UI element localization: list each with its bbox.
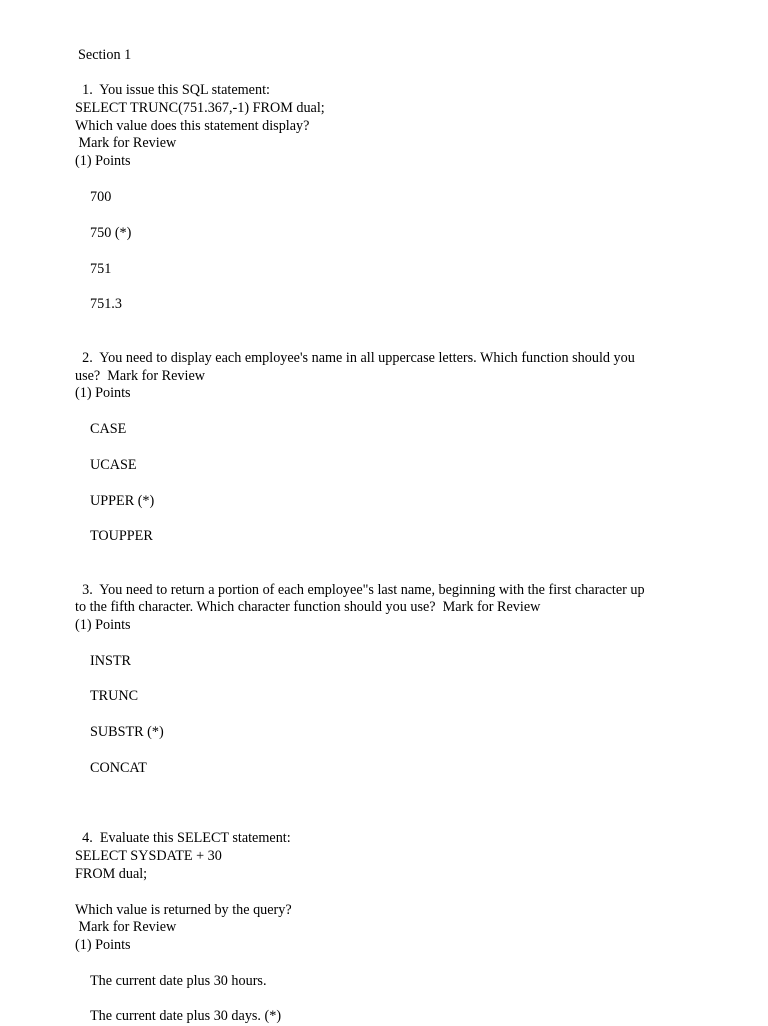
question-4-line-2: SELECT SYSDATE + 30	[75, 848, 222, 864]
question-4-option-2[interactable]: The current date plus 30 days. (*)	[90, 1008, 282, 1024]
question-3-option-4[interactable]: CONCAT	[90, 760, 147, 776]
question-2-option-2[interactable]: UCASE	[90, 457, 137, 473]
question-4-line-1: 4. Evaluate this SELECT statement:	[75, 830, 291, 846]
question-1-option-2[interactable]: 750 (*)	[90, 225, 132, 241]
question-3-points: (1) Points	[75, 617, 131, 633]
section-title: Section 1	[78, 47, 132, 63]
question-1-points: (1) Points	[75, 153, 131, 169]
question-1-line-2: SELECT TRUNC(751.367,-1) FROM dual;	[75, 100, 325, 116]
question-4-line-5: Which value is returned by the query?	[75, 902, 292, 918]
question-1-option-4[interactable]: 751.3	[90, 296, 122, 312]
question-4-points: (1) Points	[75, 937, 131, 953]
question-3-option-3[interactable]: SUBSTR (*)	[90, 724, 164, 740]
question-2-option-1[interactable]: CASE	[90, 421, 127, 437]
question-3-option-2[interactable]: TRUNC	[90, 688, 139, 704]
question-1-option-3[interactable]: 751	[90, 261, 112, 277]
question-2-option-3[interactable]: UPPER (*)	[90, 493, 155, 509]
question-4-option-1[interactable]: The current date plus 30 hours.	[90, 973, 267, 989]
question-1-option-1[interactable]: 700	[90, 189, 112, 205]
question-3-line-2: to the fifth character. Which character function should you use? Mark for Review	[75, 599, 541, 615]
question-3-option-1[interactable]: INSTR	[90, 653, 131, 669]
question-4-mark-for-review[interactable]: Mark for Review	[75, 919, 177, 935]
question-1-mark-for-review[interactable]: Mark for Review	[75, 135, 177, 151]
question-4-line-3: FROM dual;	[75, 866, 148, 882]
question-2-line-1: 2. You need to display each employee's name in all uppercase letters. Which function should you	[75, 350, 635, 366]
question-1-line-1: 1. You issue this SQL statement:	[75, 82, 270, 98]
question-2-option-4[interactable]: TOUPPER	[90, 528, 153, 544]
question-3-line-1: 3. You need to return a portion of each employee"s last name, beginning with the first character up	[75, 582, 645, 598]
question-2-line-2: use? Mark for Review	[75, 368, 206, 384]
question-2-points: (1) Points	[75, 385, 131, 401]
question-1-line-3: Which value does this statement display?	[75, 118, 310, 134]
